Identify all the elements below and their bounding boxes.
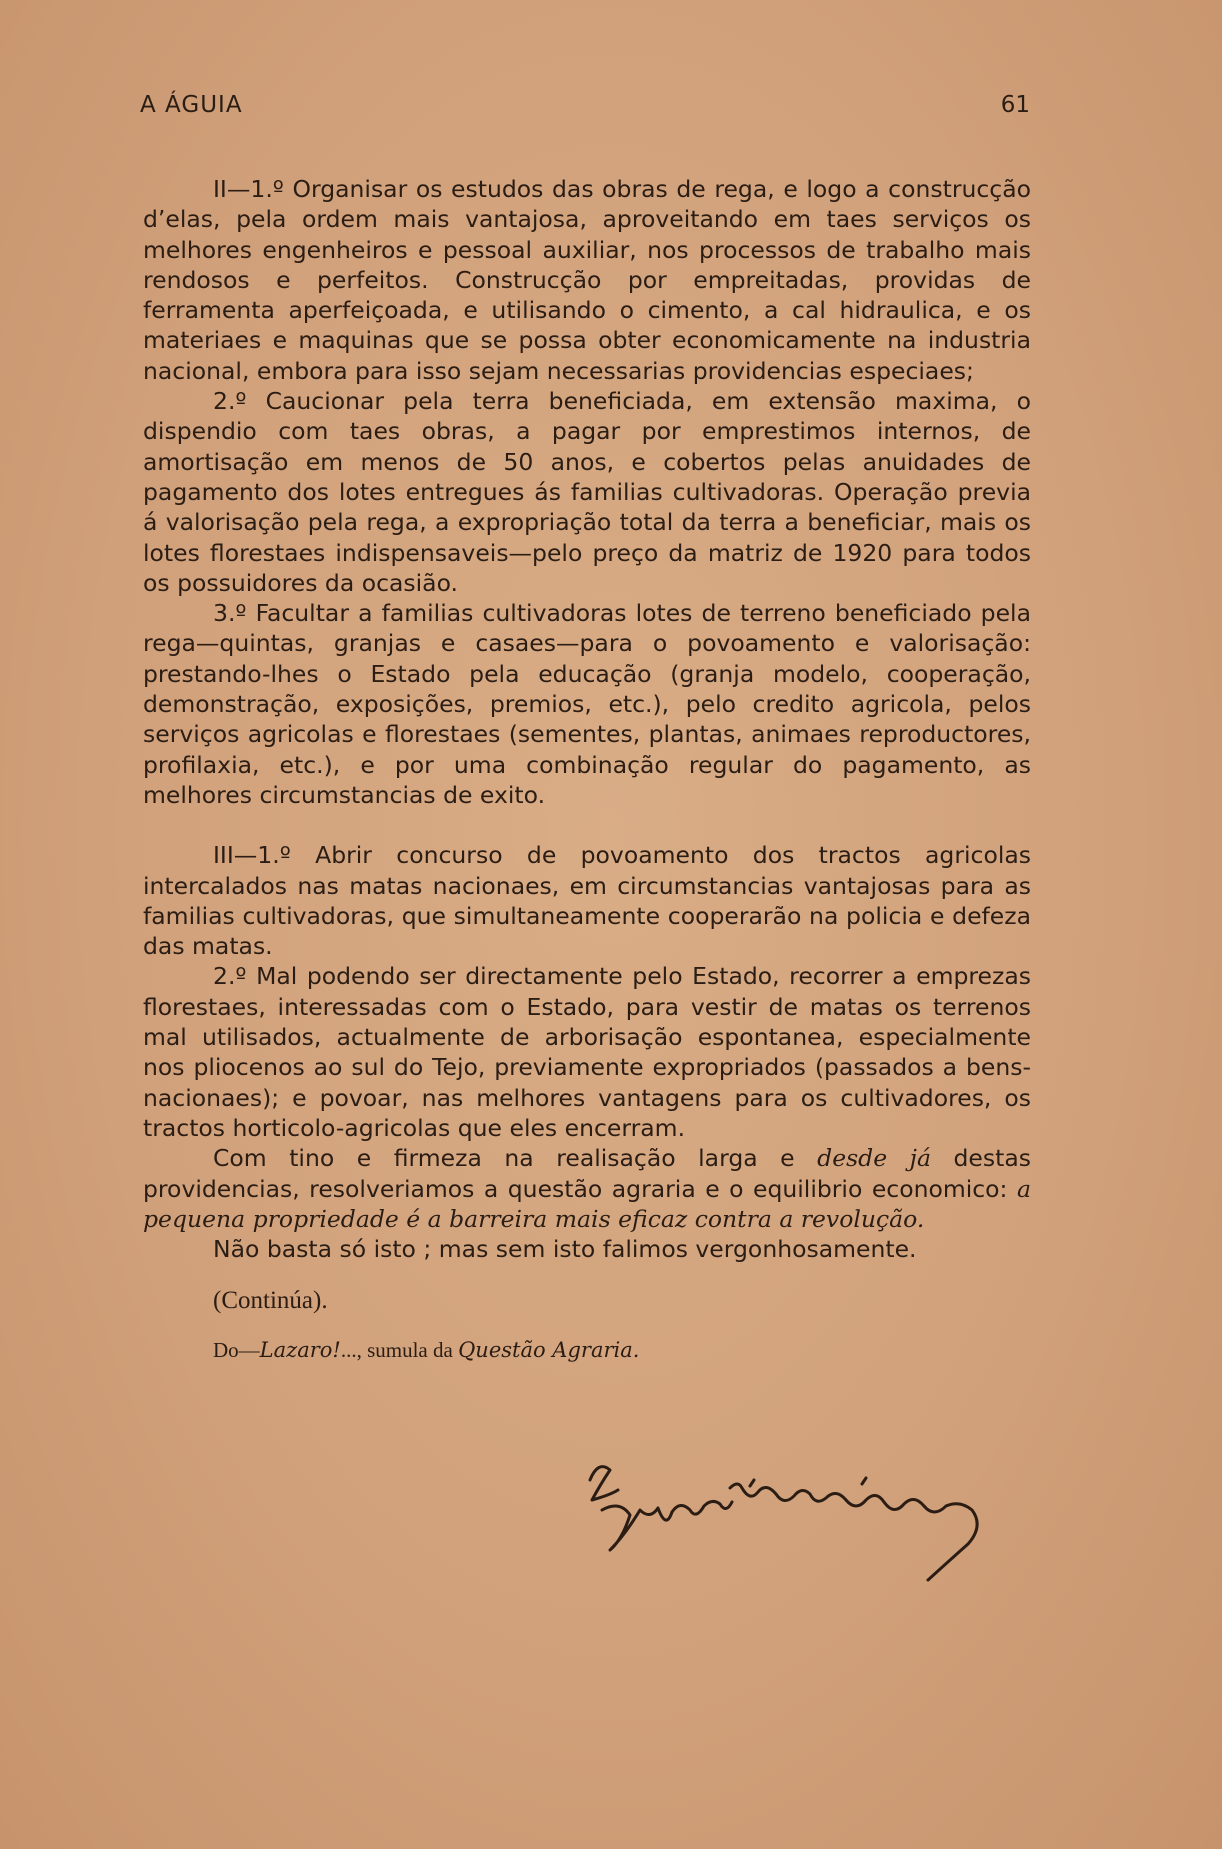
- conclusion-emphasis-1: desde já: [817, 1144, 931, 1173]
- article-body: [143, 174, 1031, 1365]
- source-book: Questão Agraria.: [458, 1337, 640, 1362]
- paragraph-ii-3: 3.º Facultar a familias cultivadoras lotes de terreno beneficiado pela rega—quintas, granjas e casaes—para o povoamento e valorisação: prestando-lhes o Estado pela educação (granja modelo, cooperação, demonstração, exposições, premios, etc.), pelo credito agricola, pelos serviços agricolas e florestaes (sementes, plantas, animaes reproductores, profilaxia, etc.), e por uma combinação regular do pagamento, as melhores circumstancias de exito.: [143, 599, 1031, 809]
- continua-gap: [143, 1264, 1031, 1286]
- source-line: [143, 1335, 1031, 1365]
- page-header: [140, 92, 1030, 132]
- conclusion-text-mid: destas providencias, resolveriamos a questão agraria e o equilibrio economico:: [143, 1144, 1031, 1203]
- conclusion-text-start: Com tino e firmeza na realisação larga e: [213, 1144, 795, 1173]
- paragraph-closing: Não basta só isto ; mas sem isto falimos vergonhosamente.: [213, 1235, 917, 1264]
- paragraph-iii-1: III—1.º Abrir concurso de povoamento dos tractos agricolas intercalados nas matas nacionaes, em circumstancias vantajosas para as familias cultivadoras, que simultaneamente cooperarão na policia e defeza das matas.: [143, 841, 1031, 961]
- running-title: A ÁGUIA: [140, 92, 243, 118]
- paragraph-conclusion: [143, 1143, 1031, 1234]
- source-gap: [143, 1317, 1031, 1335]
- author-signature: [580, 1440, 1040, 1600]
- paragraph-ii-1: II—1.º Organisar os estudos das obras de rega, e logo a construcção d’elas, pela ordem mais vantajosa, aproveitando em taes serviços os melhores engenheiros e pessoal auxiliar, nos processos de trabalho mais rendosos e perfeitos. Construcção por empreitadas, providas de ferramenta aperfeiçoada, e utilisando o cimento, a cal hidraulica, e os materiaes e maquinas que se possa obter economicamente na industria nacional, embora para isso sejam necessarias providencias especiaes;: [143, 175, 1031, 385]
- paragraph-iii-2: 2.º Mal podendo ser directamente pelo Estado, recorrer a emprezas florestaes, interessadas com o Estado, para vestir de matas os terrenos mal utilisados, actualmente de arborisação espontanea, especialmente nos pliocenos ao sul do Tejo, previamente expropriados (passados a bens-nacionaes); e povoar, nas melhores vantagens para os cultivadores, os tractos horticolo-agricolas que eles encerram.: [143, 962, 1031, 1142]
- page-number: 61: [1000, 92, 1030, 118]
- source-prefix: Do—: [213, 1337, 260, 1362]
- source-work: Lazaro!: [259, 1337, 341, 1362]
- continua-note: (Continúa).: [213, 1287, 328, 1315]
- conclusion-emphasis-2: a pequena propriedade é a barreira mais eficaz contra a revolução.: [143, 1174, 1031, 1233]
- section-gap: [143, 810, 1031, 840]
- paragraph-ii-2: 2.º Caucionar pela terra beneficiada, em extensão maxima, o dispendio com taes obras, a pagar por emprestimos internos, de amortisação em menos de 50 anos, e cobertos pelas anuidades de pagamento dos lotes entregues ás familias cultivadoras. Operação previa á valorisação pela rega, a expropriação total da terra a beneficiar, mais os lotes florestaes indispensaveis—pelo preço da matriz de 1920 para todos os possuidores da ocasião.: [143, 387, 1031, 597]
- source-mid: ..., sumula da: [340, 1337, 453, 1362]
